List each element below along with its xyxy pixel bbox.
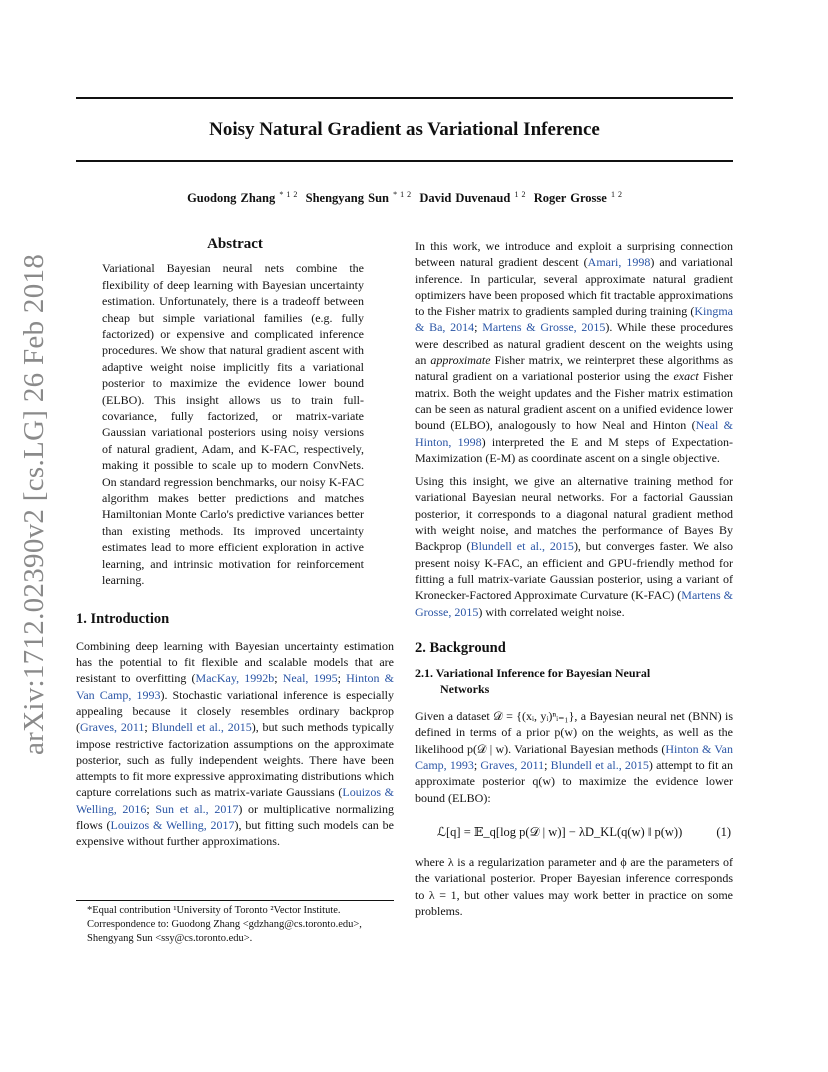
footnote-line: Correspondence to: Guodong Zhang <gdzhang@cs.toronto.edu>, bbox=[87, 919, 362, 930]
introduction-paragraph: Combining deep learning with Bayesian uncertainty estimation has the potential to fit flexible and scalable models that are resistant to overfitting (MacKay, 1992b; Neal, 1995; Hinton & Van Camp, 1993). Stochastic variational inference is especially appealing because it closely resembles ordinary backprop (Graves, 2011; Blundell et al., 2015), but such methods typically impose restrictive factorization assumptions on the approximate posterior, such as fully independent weights. There have been attempts to fit more expressive approximating distributions which capture correlations such as matrix-variate Gaussians (Louizos & Welling, 2016; Sun et al., 2017) or multiplicative normalizing flows (Louizos & Welling, 2017), but fitting such models can be expensive without further approximations. bbox=[76, 638, 395, 849]
footnote-line: *Equal contribution ¹University of Toronto ²Vector Institute. bbox=[87, 905, 341, 916]
citation-link[interactable]: Amari, 1998 bbox=[587, 255, 651, 270]
right-column bbox=[415, 238, 733, 919]
body-paragraph: where λ is a regularization parameter and ϕ are the parameters of the variational posterior. Proper Bayesian inference corresponds to λ = 1, but other values may work better in practice on some problems. bbox=[415, 854, 733, 918]
equation-number: (1) bbox=[716, 824, 731, 839]
arxiv-stamp: arXiv:1712.02390v2 [cs.LG] 26 Feb 2018 bbox=[18, 253, 50, 755]
introduction-heading: 1. Introduction bbox=[76, 611, 170, 628]
citation-link[interactable]: Martens & Grosse, 2015 bbox=[482, 320, 606, 335]
footnote bbox=[76, 900, 394, 946]
author-name: Shengyang Sun bbox=[305, 191, 389, 206]
author-affiliation: * 1 2 bbox=[393, 190, 412, 199]
background-heading: 2. Background bbox=[415, 639, 506, 656]
citation-link[interactable]: MacKay, 1992b bbox=[195, 671, 275, 686]
equation-block bbox=[415, 816, 733, 850]
citation-link[interactable]: Martens & Grosse, 2015 bbox=[415, 588, 733, 619]
abstract-text: Variational Bayesian neural nets combine the flexibility of deep learning with Bayesian uncertainty estimation. Unfortunately, there is a tradeoff between cheap but simple variational families (e.g. fully factorized) or expensive and complicated inference procedures. We show that natural gradient ascent with adaptive weight noise implicitly fits a variational posterior to maximize the evidence lower bound (ELBO). This insight allows us to train full-covariance, fully factorized, or matrix-variate Gaussian variational posteriors using noisy versions of natural gradient, Adam, and K-FAC, respectively, making it possible to scale up to modern ConvNets. On standard regression benchmarks, our noisy K-FAC algorithm makes better predictions and matches Hamiltonian Monte Carlo's predictive variances better than existing methods. Its improved uncertainty estimates lead to more efficient exploration in active learning, and intrinsic motivation for reinforcement learning. bbox=[102, 261, 364, 588]
citation-link[interactable]: Blundell et al., 2015 bbox=[470, 539, 574, 554]
author-name: Guodong Zhang bbox=[187, 191, 276, 206]
elbo-equation: ℒ[q] = 𝔼_q[log p(𝒟 | w)] − λD_KL(q(w) ‖ p(w)) bbox=[437, 824, 683, 839]
subsection-heading: 2.1. Variational Inference for Bayesian Neural Networks bbox=[415, 666, 651, 697]
citation-link[interactable]: Sun et al., 2017 bbox=[155, 801, 239, 816]
citation-link[interactable]: Hinton & Van Camp, 1993 bbox=[76, 671, 394, 702]
author-name: David Duvenaud bbox=[419, 191, 511, 206]
author-affiliation: 1 2 bbox=[514, 190, 526, 199]
title-bottom-rule bbox=[76, 160, 733, 162]
left-column bbox=[76, 236, 394, 850]
citation-link[interactable]: Neal & Hinton, 1998 bbox=[415, 418, 733, 449]
citation-link[interactable]: Blundell et al., 2015 bbox=[550, 758, 649, 773]
abstract-heading: Abstract bbox=[207, 236, 263, 252]
citation-link[interactable]: Blundell et al., 2015 bbox=[151, 720, 252, 735]
citation-link[interactable]: Graves, 2011 bbox=[80, 720, 145, 735]
citation-link[interactable]: Kingma & Ba, 2014 bbox=[415, 304, 733, 335]
citation-link[interactable]: Louizos & Welling, 2017 bbox=[110, 817, 235, 832]
citation-link[interactable]: Louizos & Welling, 2016 bbox=[76, 785, 394, 816]
body-paragraph: Given a dataset 𝒟 = {(xᵢ, yᵢ)ⁿᵢ₌₁}, a Bayesian neural net (BNN) is defined in terms of a prior p(w) on the weights, as well as the likelihood p(𝒟 | w). Variational Bayesian methods (Hinton & Van Camp, 1993; Graves, 2011; Blundell et al., 2015) attempt to fit an approximate posterior q(w) to maximize the evidence lower bound (ELBO): bbox=[415, 709, 733, 805]
footnote-line: Shengyang Sun <ssy@cs.toronto.edu>. bbox=[87, 933, 253, 944]
body-paragraph: Using this insight, we give an alternative training method for variational Bayesian neural networks. For a factorial Gaussian posterior, it corresponds to a diagonal natural gradient method with weight noise, and matches the performance of Bayes By Backprop (Blundell et al., 2015), but converges faster. We also present noisy K-FAC, an efficient and GPU-friendly method for fitting a full matrix-variate Gaussian posterior, using a variant of Kronecker-Factored Approximate Curvature (K-FAC) (Martens & Grosse, 2015) with correlated weight noise. bbox=[415, 474, 734, 619]
body-paragraph: In this work, we introduce and exploit a surprising connection between natural gradient descent (Amari, 1998) and variational inference. In particular, several approximate natural gradient optimizers have been proposed which fit tractable approximations to the Fisher matrix to gradients sampled during training (Kingma & Ba, 2014; Martens & Grosse, 2015). While these procedures were described as natural gradient descent on the weights using an approximate Fisher matrix, we reinterpret these algorithms as natural gradient on a variational posterior using the exact Fisher matrix. Both the weight updates and the Fisher matrix estimation can be seen as natural gradient ascent on a unified evidence lower bound (ELBO), analogously to how Neal and Hinton (Neal & Hinton, 1998) interpreted the E and M steps of Expectation-Maximization (E-M) as coordinate ascent on a single objective. bbox=[415, 239, 734, 465]
author-affiliation: * 1 2 bbox=[279, 190, 298, 199]
author-list bbox=[76, 190, 733, 206]
citation-link[interactable]: Graves, 2011 bbox=[480, 758, 545, 773]
paper-title: Noisy Natural Gradient as Variational Inference bbox=[209, 119, 600, 140]
citation-link[interactable]: Hinton & Van Camp, 1993 bbox=[415, 741, 733, 773]
top-rule bbox=[76, 97, 733, 99]
citation-link[interactable]: Neal, 1995 bbox=[282, 671, 338, 686]
author-affiliation: 1 2 bbox=[610, 190, 622, 199]
author-name: Roger Grosse bbox=[533, 191, 607, 206]
